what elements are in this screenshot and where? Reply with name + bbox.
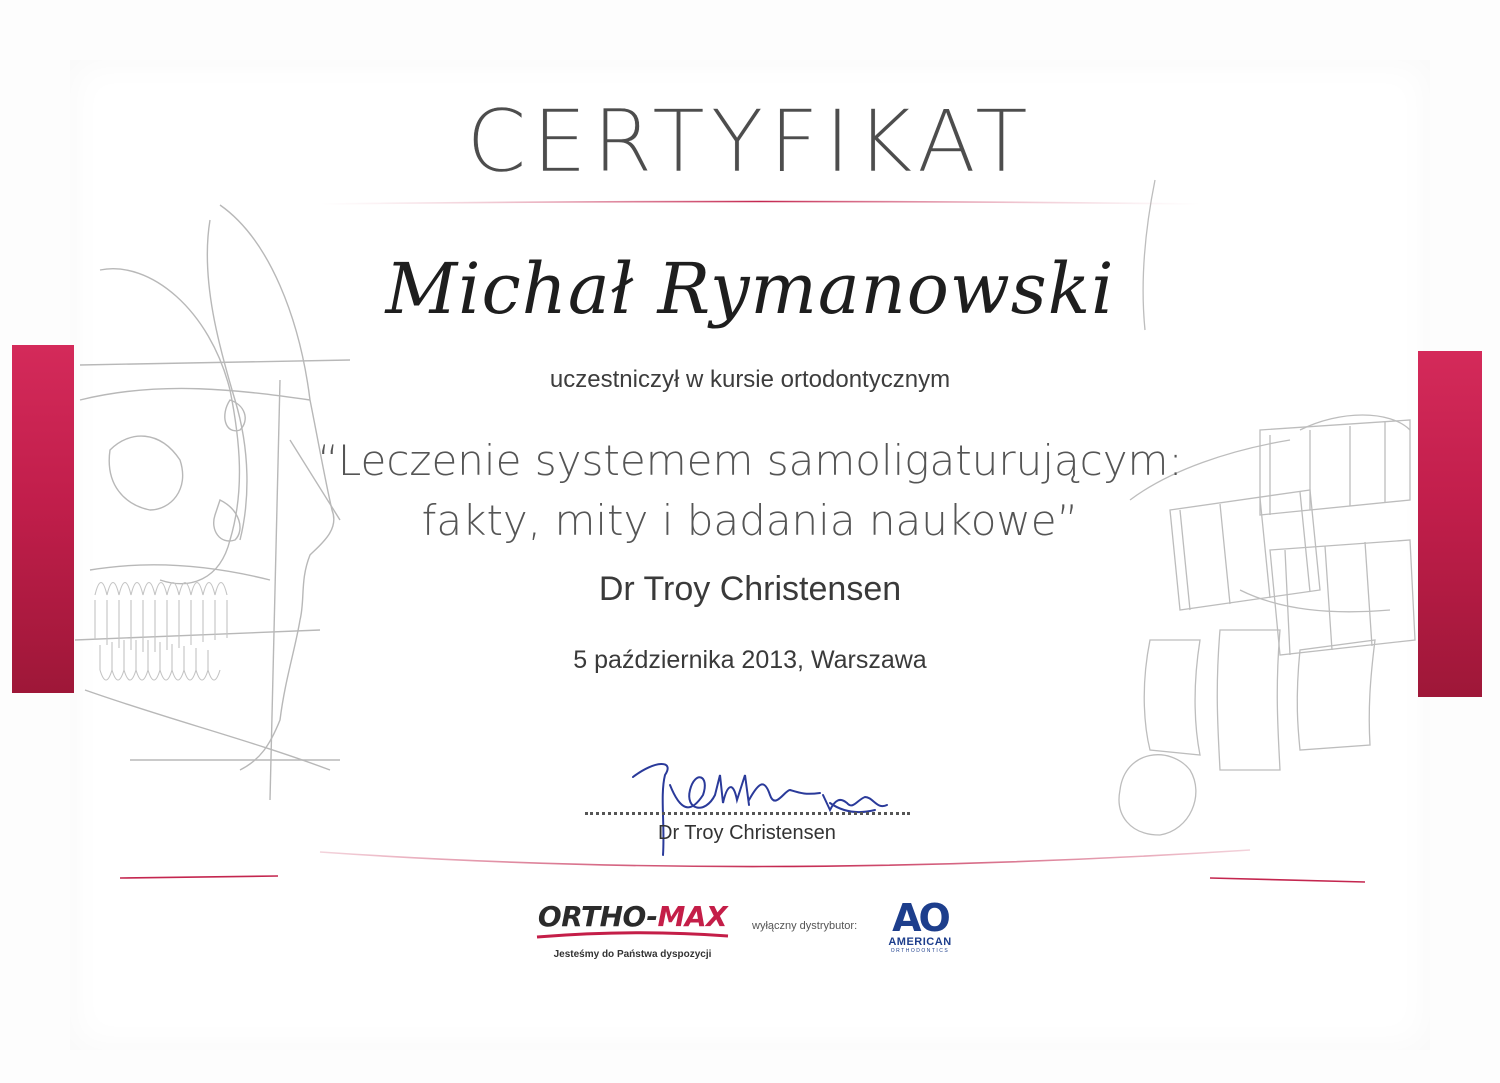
signature-label: Dr Troy Christensen [658,822,836,844]
course-title-line-2: fakty, mity i badania naukowe” [421,496,1079,545]
ortho-max-logo [535,900,730,960]
ortho-max-name-part1: ORTHO- [537,900,658,933]
ortho-max-tagline: Jesteśmy do Państwa dyspozycji [553,949,712,960]
top-divider [320,198,1200,208]
recipient-name: Michał Rymanowski [385,248,1115,330]
date-place: 5 października 2013, Warszawa [573,646,927,674]
ao-name: AMERICAN [888,936,952,948]
participation-text: uczestniczył w kursie ortodontycznym [549,366,951,393]
ortho-max-name-part2: MAX [657,900,728,933]
signature-line [585,812,910,815]
course-title-line-1: “Leczenie systemem samoligaturującym: [317,436,1183,485]
american-orthodontics-logo [880,896,960,954]
distributor-label: wyłączny dystrybutor: [752,920,858,932]
ao-sub: ORTHODONTICS [890,948,950,954]
certificate-title: CERTYFIKAT [466,92,1034,192]
lecturer-name: Dr Troy Christensen [598,570,902,608]
ao-mark: AO [892,896,948,940]
certificate-sheet [70,60,1430,1050]
ortho-max-wordmark [535,900,730,933]
